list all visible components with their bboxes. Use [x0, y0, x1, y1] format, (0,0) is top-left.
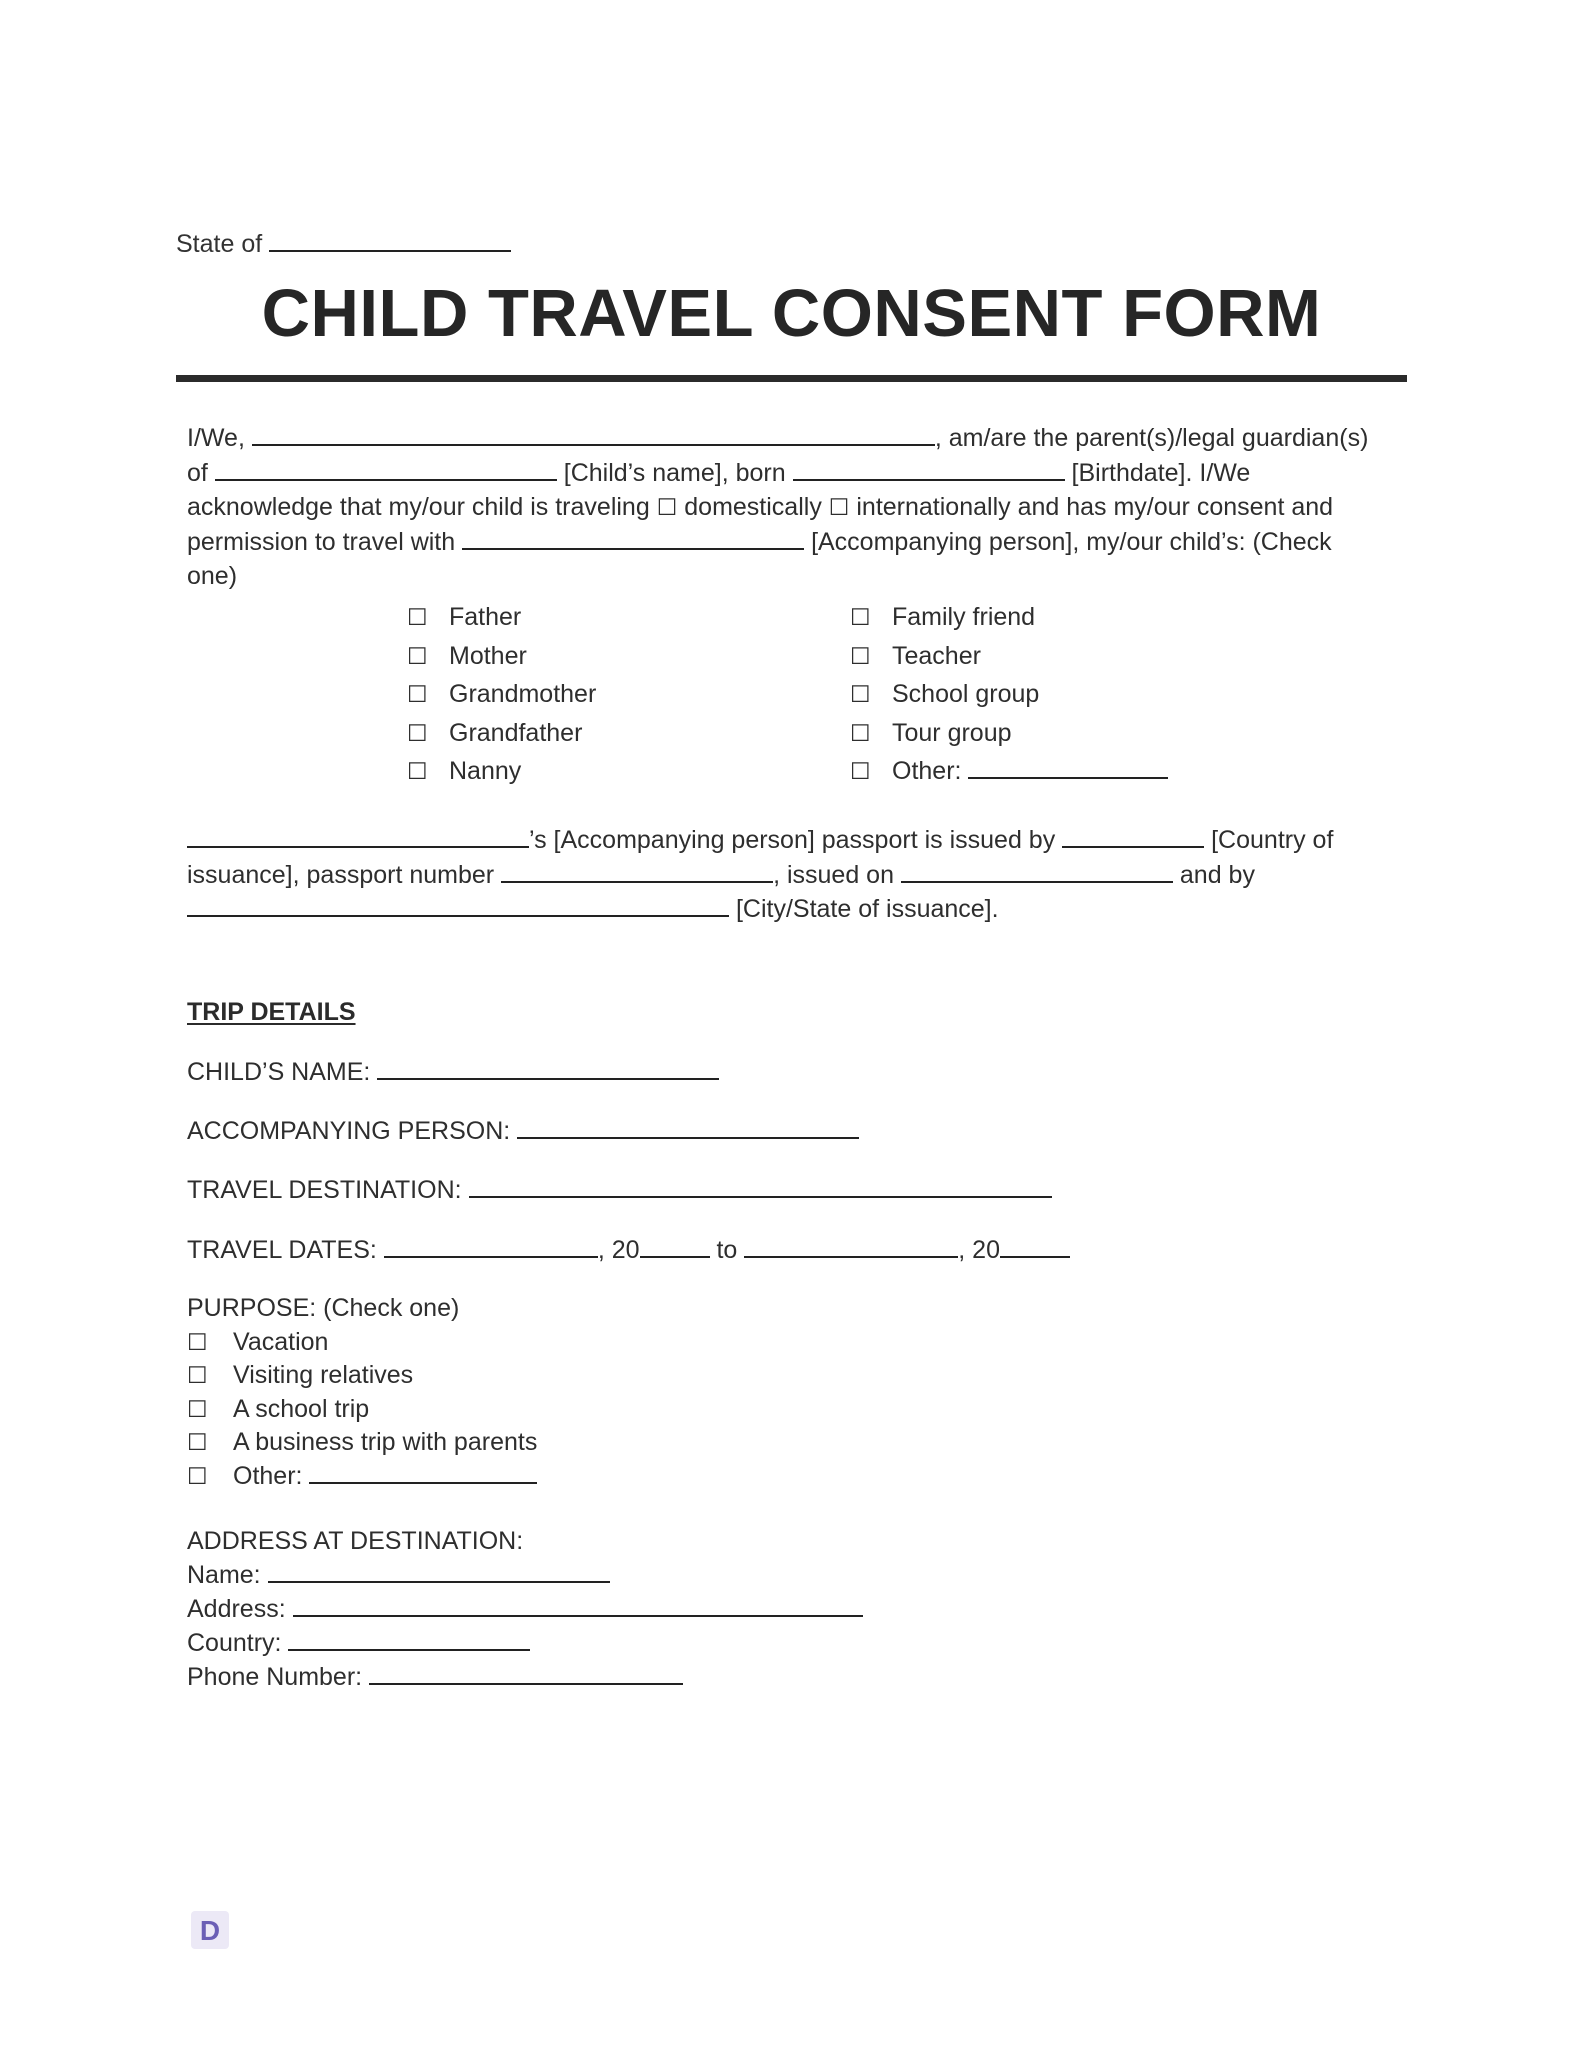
issue-date-blank[interactable]	[901, 859, 1173, 883]
intro-text-3: of	[187, 458, 208, 487]
intro-text-2: , am/are the parent(s)/legal guardian(s)	[934, 424, 1369, 452]
trip-details-heading: TRIP DETAILS	[187, 998, 356, 1026]
dates-to-label: to	[716, 1236, 738, 1264]
purpose-option[interactable]: ☐ Vacation	[187, 1327, 329, 1356]
address-section	[187, 1524, 863, 1694]
address-name-label: Name:	[187, 1561, 261, 1589]
passport-paragraph	[187, 823, 1397, 927]
address-phone-label: Phone Number:	[187, 1663, 363, 1691]
intro-text-10: [Accompanying person], my/our child’s: (Check	[811, 527, 1332, 556]
accompanying-person-label: ACCOMPANYING PERSON:	[187, 1117, 511, 1145]
accompanying-person-field	[187, 1115, 859, 1146]
checkbox-icon[interactable]: ☐	[850, 682, 871, 708]
accompanying-person-input[interactable]	[517, 1115, 859, 1139]
checkbox-icon[interactable]: ☐	[850, 759, 871, 785]
checkbox-icon[interactable]: ☐	[407, 759, 428, 785]
intro-text-9: permission to travel with	[187, 527, 456, 556]
issuing-country-blank[interactable]	[1062, 824, 1204, 848]
relationship-option[interactable]: ☐ Grandmother	[407, 680, 597, 708]
start-year-prefix: , 20	[597, 1236, 640, 1264]
checkbox-icon[interactable]: ☐	[187, 1363, 208, 1389]
relationship-option[interactable]: ☐ Mother	[407, 641, 527, 670]
address-street-input[interactable]	[293, 1593, 863, 1617]
logo-mark	[195, 1915, 225, 1945]
checkbox-icon[interactable]: ☐	[187, 1430, 208, 1456]
end-year-prefix: , 20	[958, 1236, 1000, 1264]
address-street-label: Address:	[187, 1595, 286, 1623]
intro-text-8: internationally and has my/our consent and	[856, 493, 1334, 521]
child-name-label: CHILD’S NAME:	[187, 1058, 371, 1086]
start-year-input[interactable]	[640, 1234, 710, 1258]
other-relationship-blank[interactable]	[968, 755, 1168, 779]
address-street-field	[187, 1592, 863, 1626]
intro-text-7: domestically	[684, 493, 822, 521]
passport-text-2: [Country of	[1211, 826, 1334, 854]
intro-text-4: [Child’s name], born	[563, 458, 786, 487]
issuing-city-blank[interactable]	[187, 893, 729, 917]
address-name-input[interactable]	[268, 1559, 610, 1583]
address-name-field	[187, 1558, 863, 1592]
relationship-option[interactable]: ☐ School group	[850, 680, 1040, 708]
checkbox-icon[interactable]: ☐	[407, 643, 428, 670]
state-label: State of	[176, 230, 263, 258]
international-checkbox[interactable]: ☐	[828, 495, 850, 521]
relationship-option[interactable]: ☐ Teacher	[850, 641, 981, 670]
travel-destination-input[interactable]	[469, 1174, 1052, 1198]
purpose-option[interactable]: ☐ A school trip	[187, 1394, 370, 1423]
checkbox-icon[interactable]: ☐	[187, 1396, 208, 1423]
relationship-options-left	[407, 598, 596, 791]
travel-destination-label: TRAVEL DESTINATION:	[187, 1176, 462, 1204]
checkbox-icon[interactable]: ☐	[850, 605, 871, 631]
passport-text-1: ’s [Accompanying person] passport is issued by	[529, 826, 1056, 854]
title-divider	[176, 375, 1407, 382]
relationship-option[interactable]: ☐ Father	[407, 603, 522, 631]
child-name-field	[187, 1056, 719, 1087]
address-phone-field	[187, 1660, 863, 1694]
checkbox-icon[interactable]: ☐	[407, 682, 428, 708]
address-heading: ADDRESS AT DESTINATION:	[187, 1527, 524, 1555]
domestic-checkbox[interactable]: ☐	[656, 495, 678, 521]
intro-text-5: [Birthdate]. I/We	[1071, 458, 1251, 487]
end-year-input[interactable]	[1000, 1234, 1070, 1258]
brand-logo-icon	[191, 1911, 229, 1949]
accompanying-person-blank[interactable]	[462, 526, 804, 550]
parent-name-blank[interactable]	[252, 422, 935, 446]
end-date-input[interactable]	[744, 1234, 958, 1258]
address-country-input[interactable]	[288, 1627, 530, 1651]
relationship-option[interactable]: ☐ Nanny	[407, 757, 522, 785]
travel-destination-field	[187, 1174, 1052, 1205]
address-phone-input[interactable]	[369, 1661, 683, 1685]
passport-text-4: , issued on	[773, 860, 894, 889]
passport-text-3: issuance], passport number	[187, 860, 495, 889]
child-name-blank[interactable]	[215, 457, 557, 481]
checkbox-icon[interactable]: ☐	[407, 720, 428, 747]
relationship-option[interactable]: ☐ Family friend	[850, 603, 1036, 631]
intro-text-1: I/We,	[187, 424, 245, 452]
address-country-label: Country:	[187, 1629, 282, 1657]
purpose-section	[187, 1292, 537, 1493]
travel-dates-label: TRAVEL DATES:	[187, 1236, 377, 1264]
state-line	[176, 228, 511, 259]
logo-letter: D	[199, 1915, 221, 1945]
checkbox-icon[interactable]: ☐	[187, 1463, 208, 1490]
address-country-field	[187, 1626, 863, 1660]
passport-text-5: and by	[1179, 860, 1255, 889]
relationship-option[interactable]: ☐ Grandfather	[407, 718, 583, 747]
checkbox-icon[interactable]: ☐	[187, 1329, 208, 1356]
birthdate-blank[interactable]	[793, 457, 1065, 481]
passport-holder-blank[interactable]	[187, 824, 529, 848]
other-purpose-blank[interactable]	[309, 1460, 537, 1484]
intro-text-6: acknowledge that my/our child is traveling	[187, 493, 650, 521]
travel-dates-field	[187, 1234, 1070, 1265]
passport-text-6: [City/State of issuance].	[735, 895, 999, 923]
child-name-input[interactable]	[377, 1056, 719, 1080]
checkbox-icon[interactable]: ☐	[850, 720, 871, 747]
form-title: CHILD TRAVEL CONSENT FORM	[261, 276, 1322, 351]
relationship-options-right	[850, 598, 1168, 791]
intro-text-11: one)	[187, 562, 238, 590]
start-date-input[interactable]	[384, 1234, 598, 1258]
purpose-heading: PURPOSE: (Check one)	[187, 1294, 460, 1322]
relationship-option[interactable]: ☐ Tour group	[850, 718, 1012, 747]
consent-paragraph	[187, 421, 1397, 594]
purpose-option[interactable]: ☐ Visiting relatives	[187, 1361, 414, 1389]
passport-number-blank[interactable]	[501, 859, 773, 883]
purpose-option[interactable]: ☐ Other:	[187, 1460, 537, 1494]
checkbox-icon[interactable]: ☐	[850, 643, 871, 670]
checkbox-icon[interactable]: ☐	[407, 605, 428, 631]
state-blank[interactable]	[269, 228, 511, 252]
relationship-option[interactable]: ☐ Other:	[850, 752, 1168, 791]
purpose-option[interactable]: ☐ A business trip with parents	[187, 1428, 538, 1456]
